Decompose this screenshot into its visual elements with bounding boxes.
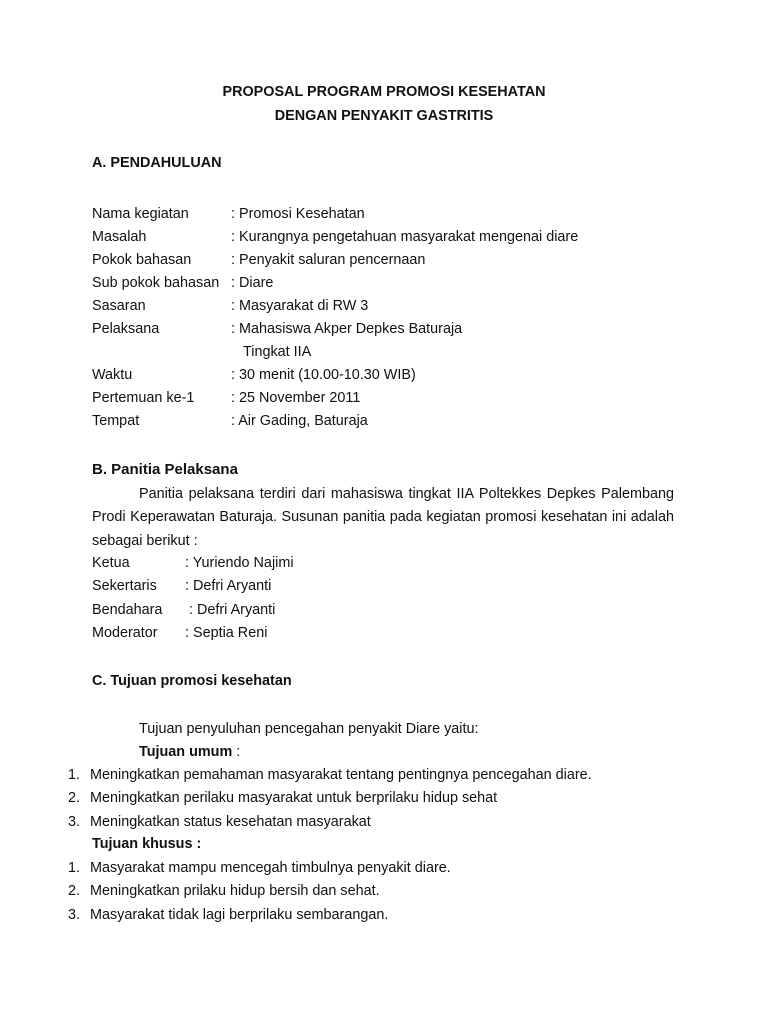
committee-role: Sekertaris bbox=[92, 578, 157, 595]
committee-row bbox=[92, 575, 294, 598]
detail-value: : Air Gading, Baturaja bbox=[231, 413, 368, 429]
detail-row bbox=[92, 410, 578, 433]
committee-name: : Yuriendo Najimi bbox=[185, 555, 294, 571]
list-number: 1. bbox=[68, 767, 81, 783]
pelaksana-continuation: Tingkat IIA bbox=[243, 344, 312, 360]
general-goals-colon: : bbox=[232, 744, 241, 760]
committee-row bbox=[92, 552, 294, 575]
detail-value: : 30 menit (10.00-10.30 WIB) bbox=[231, 367, 416, 383]
detail-continuation bbox=[92, 341, 578, 364]
list-item bbox=[68, 787, 592, 810]
specific-goals-heading: Tujuan khusus : bbox=[92, 836, 202, 852]
document-title-line1: PROPOSAL PROGRAM PROMOSI KESEHATAN bbox=[222, 84, 546, 100]
detail-value: : Promosi Kesehatan bbox=[231, 206, 365, 222]
detail-value: : Kurangnya pengetahuan masyarakat mengenai diare bbox=[231, 229, 579, 245]
detail-row bbox=[92, 318, 578, 341]
list-item bbox=[68, 764, 592, 787]
committee-row bbox=[92, 622, 294, 645]
detail-row bbox=[92, 295, 578, 318]
committee-role: Bendahara bbox=[92, 601, 163, 618]
list-text: Masyarakat mampu mencegah timbulnya penyakit diare. bbox=[90, 860, 451, 876]
list-text: Meningkatkan perilaku masyarakat untuk berprilaku hidup sehat bbox=[90, 790, 498, 807]
committee-row bbox=[92, 599, 294, 622]
detail-label: Nama kegiatan bbox=[92, 206, 189, 222]
list-item bbox=[68, 811, 592, 834]
section-c-heading: C. Tujuan promosi kesehatan bbox=[92, 673, 292, 689]
document-title-line2: DENGAN PENYAKIT GASTRITIS bbox=[274, 108, 494, 124]
detail-row bbox=[92, 364, 578, 387]
section-c-intro: Tujuan penyuluhan pencegahan penyakit Diare yaitu: bbox=[139, 721, 479, 737]
detail-label: Pokok bahasan bbox=[92, 252, 192, 268]
detail-label: Tempat bbox=[92, 413, 140, 429]
detail-label: Sub pokok bahasan bbox=[92, 275, 220, 291]
general-goals-list bbox=[68, 764, 592, 834]
list-item bbox=[68, 904, 451, 927]
section-a-heading: A. PENDAHULUAN bbox=[92, 155, 222, 171]
specific-goals-list bbox=[68, 857, 451, 927]
list-number: 3. bbox=[68, 813, 81, 830]
committee-role: Moderator bbox=[92, 624, 158, 641]
list-item bbox=[68, 880, 451, 903]
detail-label: Waktu bbox=[92, 367, 133, 383]
list-number: 2. bbox=[68, 883, 81, 900]
detail-label: Pelaksana bbox=[92, 321, 160, 337]
committee-name: : Defri Aryanti bbox=[185, 601, 276, 618]
committee-role: Ketua bbox=[92, 555, 130, 571]
section-b-paragraph-text: Panitia pelaksana terdiri dari mahasiswa tingkat IIA Poltekkes Depkes Palembang Prodi Keperawatan Baturaja. Susunan panitia pada kegiatan promosi kesehatan ini adalah sebagai berikut : bbox=[92, 486, 674, 549]
section-b-paragraph bbox=[92, 483, 674, 553]
list-text: Masyarakat tidak lagi berprilaku sembarangan. bbox=[90, 906, 389, 923]
detail-row bbox=[92, 203, 578, 226]
committee-name: : Septia Reni bbox=[185, 624, 268, 641]
list-number: 1. bbox=[68, 860, 81, 876]
detail-row bbox=[92, 272, 578, 295]
section-a-details bbox=[92, 203, 578, 433]
detail-row bbox=[92, 249, 578, 272]
detail-value: : Mahasiswa Akper Depkes Baturaja bbox=[231, 321, 463, 337]
general-goals-label: Tujuan umum bbox=[139, 744, 233, 760]
list-item bbox=[68, 857, 451, 880]
detail-label: Sasaran bbox=[92, 298, 146, 314]
detail-row bbox=[92, 226, 578, 249]
detail-value: : 25 November 2011 bbox=[231, 390, 361, 406]
section-b-heading: B. Panitia Pelaksana bbox=[92, 461, 238, 478]
committee-list bbox=[92, 552, 294, 645]
detail-value: : Diare bbox=[231, 275, 274, 291]
detail-row bbox=[92, 387, 578, 410]
committee-name: : Defri Aryanti bbox=[185, 578, 272, 595]
detail-value: : Penyakit saluran pencernaan bbox=[231, 252, 426, 268]
list-text: Meningkatkan pemahaman masyarakat tentang pentingnya pencegahan diare. bbox=[90, 767, 592, 783]
list-text: Meningkatkan status kesehatan masyarakat bbox=[90, 813, 371, 830]
list-number: 3. bbox=[68, 906, 81, 923]
detail-value: : Masyarakat di RW 3 bbox=[231, 298, 369, 314]
detail-label: Masalah bbox=[92, 229, 147, 245]
list-text: Meningkatkan prilaku hidup bersih dan sehat. bbox=[90, 883, 380, 900]
list-number: 2. bbox=[68, 790, 81, 807]
detail-label: Pertemuan ke-1 bbox=[92, 390, 195, 406]
general-goals-heading bbox=[139, 744, 240, 760]
